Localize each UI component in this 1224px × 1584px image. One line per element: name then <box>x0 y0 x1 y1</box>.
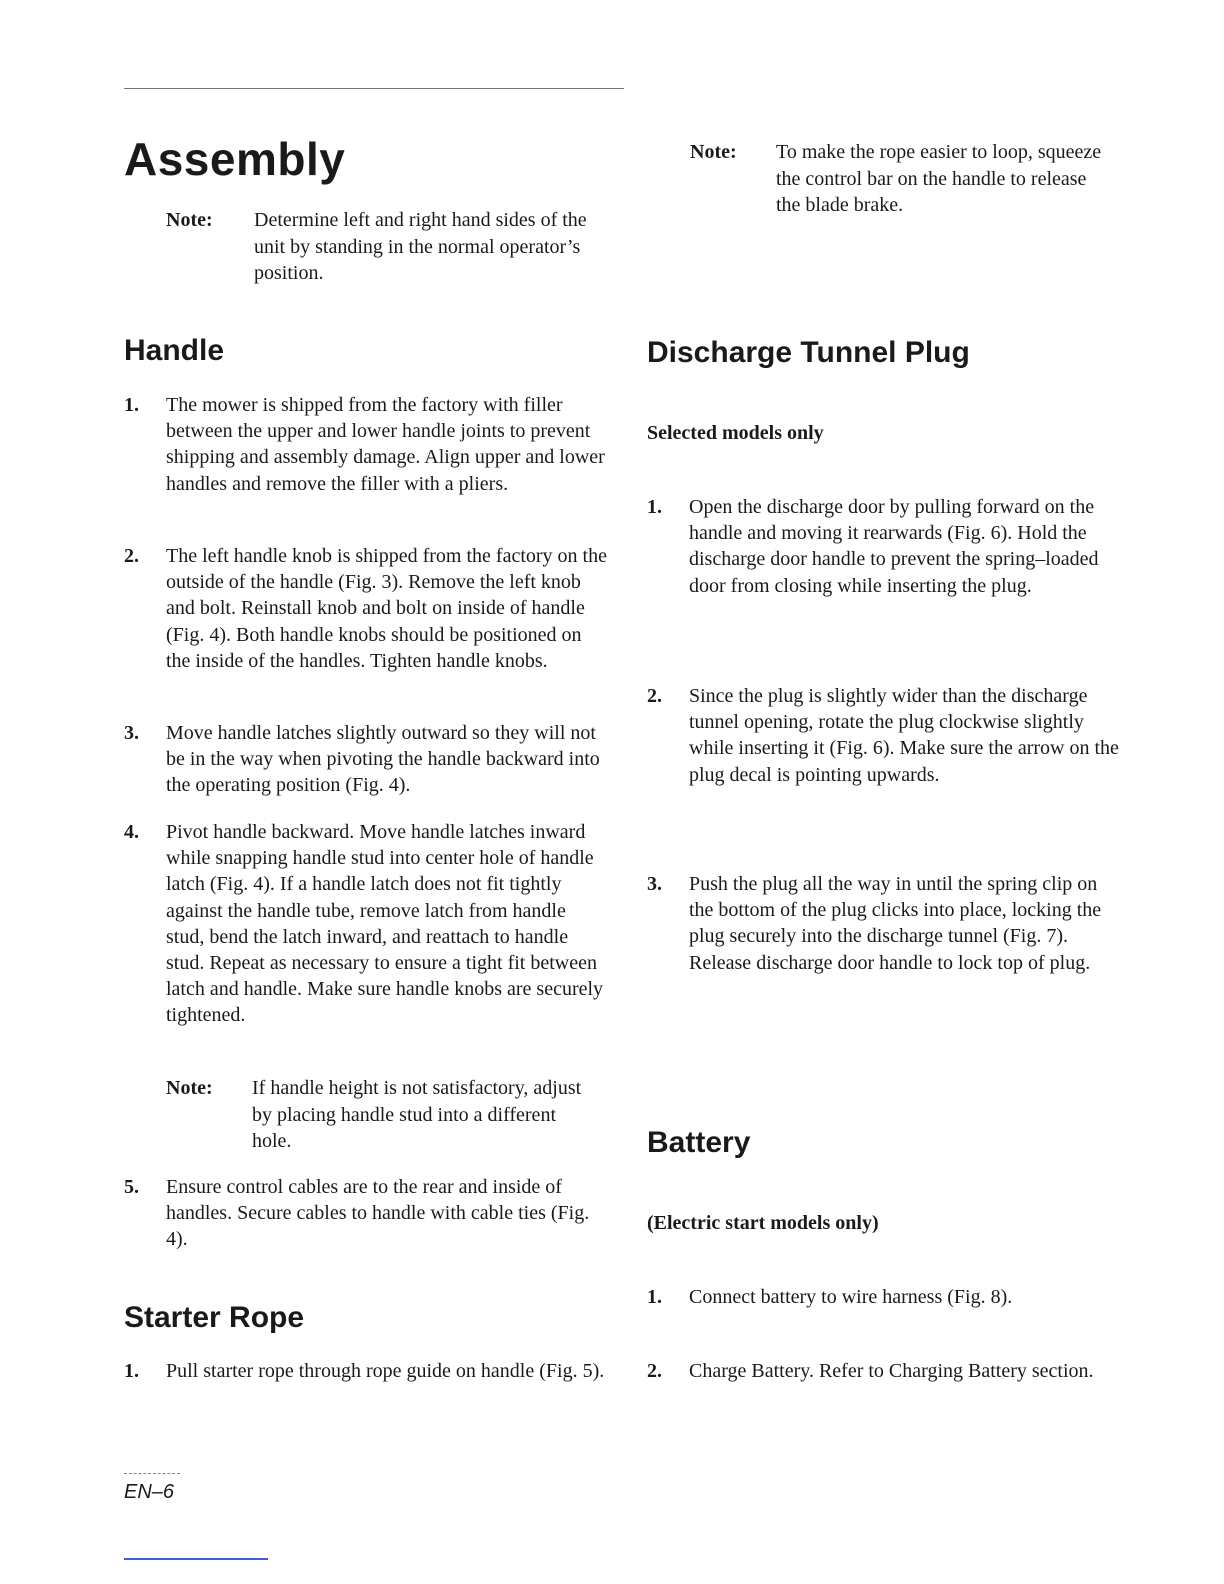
starter-rope-heading: Starter Rope <box>124 1301 305 1334</box>
step-text: Push the plug all the way in until the spring clip on the bottom of the plug clicks into place, locking the plug securely into the discharge tunnel (Fig. 7). Release discharge door handle to lock top of plug. <box>689 873 1102 974</box>
step-text: The left handle knob is shipped from the factory on the outside of the handle (Fig. 3). Remove the left knob and bolt. Reinstall knob and bolt on inside of handle (Fig. 4). Both handle knobs should be positioned on the inside of the handles. Tighten handle knobs. <box>166 545 607 672</box>
step-number: 1. <box>647 496 662 518</box>
note-label: Note: <box>166 209 213 231</box>
handle-heading: Handle <box>124 334 225 367</box>
step-text: Ensure control cables are to the rear and inside of handles. Secure cables to handle with cable ties (Fig. 4). <box>166 1176 590 1251</box>
step-number: 2. <box>124 545 139 567</box>
note-text: To make the rope easier to loop, squeeze the control bar on the handle to release the blade brake. <box>776 141 1102 216</box>
handle-step-4 <box>124 819 609 1029</box>
battery-step-2 <box>647 1358 1122 1384</box>
step-text: Pull starter rope through rope guide on handle (Fig. 5). <box>166 1360 605 1382</box>
discharge-step-3 <box>647 871 1122 976</box>
step-number: 4. <box>124 821 139 843</box>
page-number: EN–6 <box>124 1481 175 1503</box>
rope-note <box>690 139 1110 219</box>
assembly-note <box>166 207 606 287</box>
step-text: Pivot handle backward. Move handle latches inward while snapping handle stud into center hole of handle latch (Fig. 4). If a handle latch does not fit tightly against the handle tube, remove latch from handle stud, bend the latch inward, and reattach to handle stud. Repeat as necessary to ensure a tight fit between latch and handle. Make sure handle knobs are securely tightened. <box>166 821 604 1027</box>
step-text: The mower is shipped from the factory with filler between the upper and lower handle joints to prevent shipping and assembly damage. Align upper and lower handles and remove the filler with a pliers. <box>166 394 605 495</box>
handle-step-2 <box>124 543 609 674</box>
step-text: Open the discharge door by pulling forward on the handle and moving it rearwards (Fig. 6). Hold the discharge door handle to prevent the spring–loaded door from closing while inserting the plug. <box>689 496 1099 597</box>
note-text: Determine left and right hand sides of the unit by standing in the normal operator’s position. <box>254 209 587 284</box>
step-number: 1. <box>124 394 139 416</box>
note-text: If handle height is not satisfactory, adjust by placing handle stud into a different hole. <box>252 1077 582 1152</box>
note-label: Note: <box>166 1077 213 1099</box>
discharge-heading: Discharge Tunnel Plug <box>647 336 970 369</box>
battery-heading: Battery <box>647 1126 751 1159</box>
handle-step-5 <box>124 1174 609 1253</box>
handle-step-3 <box>124 720 609 799</box>
discharge-step-1 <box>647 494 1122 599</box>
step-number: 2. <box>647 685 662 707</box>
step-text: Since the plug is slightly wider than the discharge tunnel opening, rotate the plug clockwise slightly while inserting it (Fig. 6). Make sure the arrow on the plug decal is pointing upwards. <box>689 685 1119 786</box>
step-text: Move handle latches slightly outward so they will not be in the way when pivoting the handle backward into the operating position (Fig. 4). <box>166 722 600 797</box>
battery-step-1 <box>647 1284 1122 1310</box>
handle-note <box>166 1075 586 1155</box>
page-title: Assembly <box>124 133 346 185</box>
step-number: 3. <box>647 873 662 895</box>
starter-rope-step-1 <box>124 1358 609 1384</box>
handle-step-1 <box>124 392 609 497</box>
top-rule <box>124 88 624 89</box>
step-number: 3. <box>124 722 139 744</box>
step-text: Connect battery to wire harness (Fig. 8). <box>689 1286 1013 1308</box>
battery-subheading: (Electric start models only) <box>647 1212 879 1234</box>
footer-rule <box>124 1473 180 1474</box>
note-label: Note: <box>690 141 737 163</box>
step-number: 1. <box>124 1360 139 1382</box>
step-number: 2. <box>647 1360 662 1382</box>
discharge-subheading: Selected models only <box>647 422 824 444</box>
step-number: 5. <box>124 1176 139 1198</box>
discharge-step-2 <box>647 683 1122 788</box>
bottom-blue-rule <box>124 1558 268 1560</box>
step-text: Charge Battery. Refer to Charging Battery section. <box>689 1360 1094 1382</box>
step-number: 1. <box>647 1286 662 1308</box>
